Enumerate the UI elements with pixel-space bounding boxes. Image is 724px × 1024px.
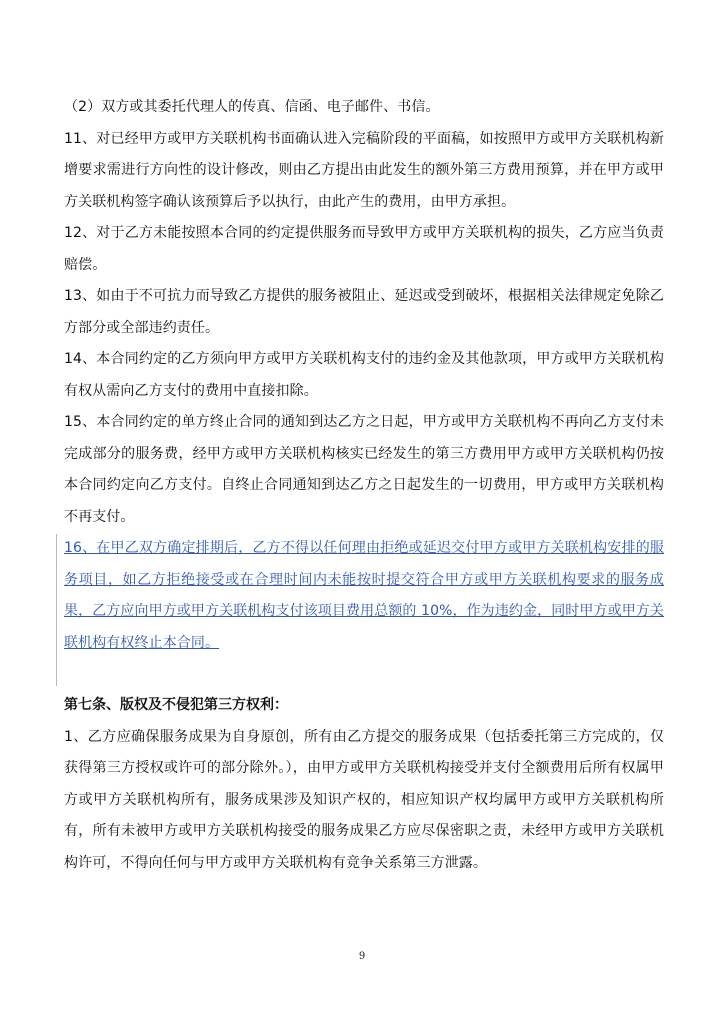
section-heading-copyright: 第七条、版权及不侵犯第三方权利：: [64, 697, 288, 713]
paragraph-clause-15: 15、本合同约定的单方终止合同的通知到达乙方之日起，甲方或甲方关联机构不再向乙方支付未完成部分的服务费，经甲方或甲方关联机构核实已经发生的第三方费用甲方或甲方关联机构仍按本合同约定向乙方支付。自终止合同通知到达乙方之日起发生的一切费用，甲方或甲方关联机构不再支付。: [64, 414, 664, 525]
paragraph-spacer: [64, 659, 664, 690]
page-number: 9: [358, 951, 366, 962]
paragraph-clause-11: 11、对已经甲方或甲方关联机构书面确认进入完稿阶段的平面稿，如按照甲方或甲方关联机构新增要求需进行方向性的设计修改，则由乙方提出由此发生的额外第三方费用预算，并在甲方或甲方关联机构签字确认该预算后予以执行，由此产生的费用，由甲方承担。: [64, 130, 664, 210]
revision-change-bar: [56, 534, 57, 686]
paragraph-clause-14: 14、本合同约定的乙方须向甲方或甲方关联机构支付的违约金及其他款项，甲方或甲方关联机构有权从需向乙方支付的费用中直接扣除。: [64, 351, 664, 399]
paragraph-clause-13: 13、如由于不可抗力而导致乙方提供的服务被阻止、延迟或受到破坏，根据相关法律规定免除乙方部分或全部违约责任。: [64, 288, 664, 336]
paragraph-section-7-clause-1: 1、乙方应确保服务成果为自身原创，所有由乙方提交的服务成果（包括委托第三方完成的，仅获得第三方授权或许可的部分除外。），由甲方或甲方关联机构接受并支付全额费用后所有权属甲方或甲方关联机构所有，服务成果涉及知识产权的，相应知识产权均属甲方或甲方关联机构所有，所有未被甲方或甲方关联机构接受的服务成果乙方应尽保密职之责，未经甲方或甲方关联机构许可，不得向任何与甲方或甲方关联机构有竞争关系第三方泄露。: [64, 728, 664, 871]
paragraph-clause-12: 12、对于乙方未能按照本合同的约定提供服务而导致甲方或甲方关联机构的损失，乙方应当负责赔偿。: [64, 225, 664, 273]
document-page: [64, 92, 664, 879]
tracked-change-clause-16[interactable]: 16、在甲乙双方确定排期后，乙方不得以任何理由拒绝或延迟交付甲方或甲方关联机构安排的服务项目，如乙方拒绝接受或在合理时间内未能按时提交符合甲方或甲方关联机构要求的服务成果，乙方应向甲方或甲方关联机构支付该项目费用总额的 10%，作为违约金，同时甲方或甲方关联机构有权终止本合同。: [64, 540, 664, 651]
paragraph-contact-methods: （2）双方或其委托代理人的传真、信函、电子邮件、书信。: [64, 99, 440, 115]
